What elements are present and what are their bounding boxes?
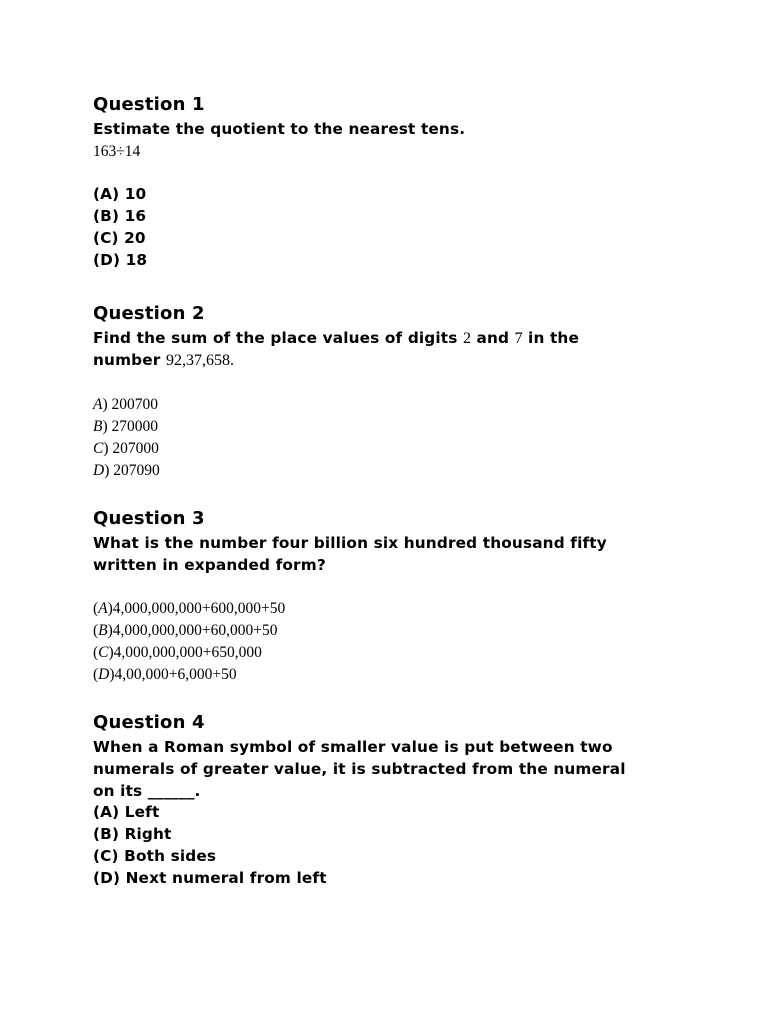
question-2-text-line-1 <box>93 327 579 350</box>
question-4-option-c: (C) Both sides <box>93 847 217 865</box>
option-letter: C <box>98 644 109 661</box>
question-2-text-part-1: Find the sum of the place values of digits <box>93 329 463 347</box>
option-open-paren: ( <box>93 666 99 683</box>
question-1-title: Question 1 <box>93 94 205 115</box>
option-value: ) 200700 <box>102 396 159 413</box>
option-value: ) 207000 <box>103 440 159 457</box>
option-letter: A <box>93 396 103 413</box>
question-3-option-b <box>93 620 278 642</box>
question-2-digit-2: 7 <box>514 330 523 347</box>
question-4-option-a: (A) Left <box>93 803 160 821</box>
question-2-option-c <box>93 438 159 460</box>
option-open-paren: ( <box>93 622 99 639</box>
question-2-text-part-2: and <box>471 329 515 347</box>
question-4-option-b: (B) Right <box>93 825 172 843</box>
question-2-option-b <box>93 416 158 438</box>
question-4-text-line-2: numerals of greater value, it is subtracted from the numeral <box>93 760 626 778</box>
question-4-text-line-1: When a Roman symbol of smaller value is put between two <box>93 738 613 756</box>
question-4-title: Question 4 <box>93 712 205 733</box>
option-open-paren: ( <box>93 644 99 661</box>
question-2-option-a <box>93 394 158 416</box>
question-4-text-line-3: on its ______. <box>93 782 201 800</box>
question-2-text-line-2 <box>93 349 234 372</box>
option-value: )4,000,000,000+650,000 <box>108 644 262 661</box>
question-1-expression: 163÷14 <box>93 143 141 160</box>
option-letter: C <box>93 440 104 457</box>
option-letter: D <box>98 666 110 683</box>
question-2-number: 92,37,658. <box>165 352 234 369</box>
option-letter: B <box>93 418 103 435</box>
question-1-option-d: (D) 18 <box>93 251 148 269</box>
question-2-digit-1: 2 <box>463 330 471 347</box>
question-3-option-d <box>93 664 237 686</box>
question-1-option-b: (B) 16 <box>93 207 147 225</box>
question-3-text-line-2: written in expanded form? <box>93 556 326 574</box>
question-2-title: Question 2 <box>93 303 205 324</box>
question-2-text-part-3: in the <box>522 329 579 347</box>
option-open-paren: ( <box>93 600 99 617</box>
question-3-option-a <box>93 598 285 620</box>
option-value: )4,000,000,000+600,000+50 <box>107 600 286 617</box>
option-letter: D <box>93 462 105 479</box>
question-3-option-c <box>93 642 262 664</box>
question-1-text: Estimate the quotient to the nearest tens. <box>93 120 466 138</box>
question-1-option-c: (C) 20 <box>93 229 146 247</box>
option-value: ) 270000 <box>102 418 159 435</box>
question-2-text-part-4: number <box>93 351 166 369</box>
option-value: ) 207090 <box>104 462 160 479</box>
question-4-option-d: (D) Next numeral from left <box>93 869 327 887</box>
option-value: )4,000,000,000+60,000+50 <box>107 622 278 639</box>
question-1-option-a: (A) 10 <box>93 185 147 203</box>
question-2-option-d <box>93 460 160 482</box>
question-3-text-line-1: What is the number four billion six hundred thousand fifty <box>93 534 607 552</box>
option-letter: A <box>98 600 108 617</box>
option-value: )4,00,000+6,000+50 <box>109 666 237 683</box>
option-letter: B <box>98 622 108 639</box>
question-3-title: Question 3 <box>93 508 205 529</box>
